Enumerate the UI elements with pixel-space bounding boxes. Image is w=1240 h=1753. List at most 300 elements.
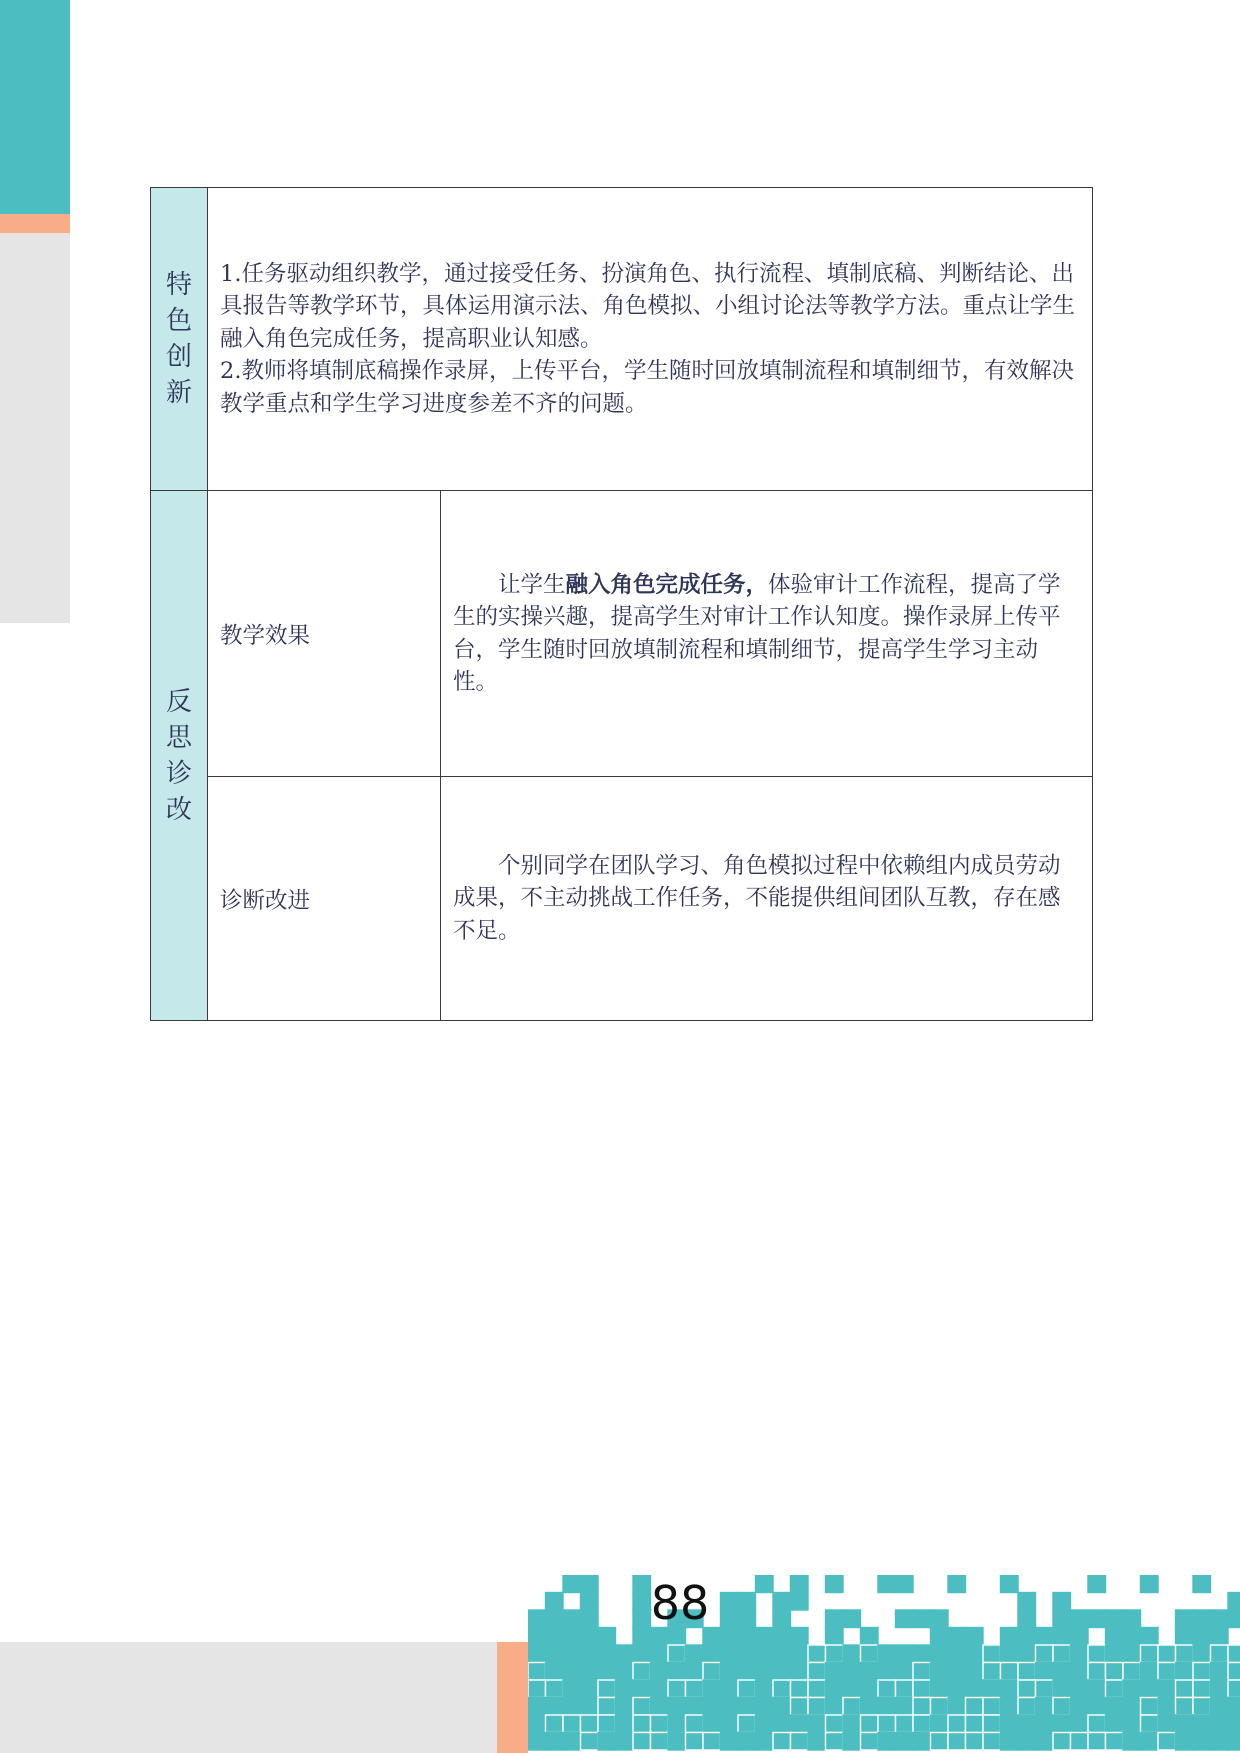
mosaic-tile bbox=[581, 1645, 599, 1663]
mosaic-tile bbox=[703, 1698, 721, 1716]
mosaic-tile bbox=[703, 1645, 721, 1663]
mosaic-tile bbox=[896, 1645, 914, 1663]
mosaic-tile bbox=[668, 1733, 686, 1751]
mosaic-tile bbox=[791, 1733, 809, 1751]
mosaic-tile bbox=[1211, 1645, 1229, 1663]
label-char: 诊 bbox=[165, 758, 192, 789]
mosaic-tile bbox=[1193, 1645, 1211, 1663]
mosaic-tile bbox=[738, 1645, 756, 1663]
mosaic-tile bbox=[1158, 1680, 1176, 1698]
mosaic-tile bbox=[1018, 1698, 1036, 1716]
mosaic-tile bbox=[738, 1733, 756, 1751]
mosaic-tile bbox=[861, 1698, 879, 1716]
mosaic-tile bbox=[546, 1628, 564, 1646]
mosaic-tile bbox=[616, 1733, 634, 1751]
mosaic-tile bbox=[563, 1733, 581, 1751]
mosaic-tile bbox=[1228, 1593, 1240, 1611]
reflection-table bbox=[150, 187, 1093, 1021]
mosaic-tile bbox=[1088, 1698, 1106, 1716]
mosaic-tile bbox=[773, 1715, 791, 1733]
mosaic-tile bbox=[1088, 1645, 1106, 1663]
mosaic-tile bbox=[896, 1663, 914, 1681]
mosaic-tile bbox=[1158, 1733, 1176, 1751]
mosaic-tile bbox=[878, 1680, 896, 1698]
mosaic-tile bbox=[1123, 1610, 1141, 1628]
mosaic-tile bbox=[616, 1645, 634, 1663]
mosaic-tile bbox=[668, 1698, 686, 1716]
mosaic-tile bbox=[878, 1698, 896, 1716]
mosaic-tile bbox=[826, 1645, 844, 1663]
mosaic-tile bbox=[1071, 1680, 1089, 1698]
mosaic-tile bbox=[1228, 1680, 1240, 1698]
mosaic-tile bbox=[703, 1663, 721, 1681]
mosaic-tile bbox=[1018, 1663, 1036, 1681]
mosaic-tile bbox=[1193, 1628, 1211, 1646]
mosaic-tile bbox=[1158, 1698, 1176, 1716]
mosaic-tile bbox=[668, 1680, 686, 1698]
mosaic-tile bbox=[1176, 1698, 1194, 1716]
mosaic-tile bbox=[983, 1698, 1001, 1716]
mosaic-tile bbox=[528, 1715, 546, 1733]
teaching-effect-label: 教学效果 bbox=[208, 491, 441, 777]
mosaic-tile bbox=[1106, 1680, 1124, 1698]
mosaic-tile bbox=[948, 1663, 966, 1681]
mosaic-tile bbox=[843, 1610, 861, 1628]
mosaic-tile bbox=[668, 1715, 686, 1733]
mosaic-tile bbox=[1018, 1645, 1036, 1663]
mosaic-tile bbox=[826, 1733, 844, 1751]
mosaic-tile bbox=[651, 1663, 669, 1681]
mosaic-tile bbox=[1123, 1680, 1141, 1698]
innovation-paragraph-2: 2.教师将填制底稿操作录屏，上传平台，学生随时回放填制流程和填制细节，有效解决教学重点和学生学习进度参差不齐的问题。 bbox=[220, 358, 1074, 417]
mosaic-tile bbox=[686, 1698, 704, 1716]
innovation-paragraph-1: 1.任务驱动组织教学，通过接受任务、扮演角色、执行流程、填制底稿、判断结论、出具报告等教学环节，具体运用演示法、角色模拟、小组讨论法等教学方法。重点让学生融入角色完成任务，提高职业认知感。 bbox=[220, 260, 1076, 352]
mosaic-tile bbox=[1071, 1698, 1089, 1716]
mosaic-tile bbox=[1176, 1645, 1194, 1663]
mosaic-tile bbox=[1053, 1733, 1071, 1751]
mosaic-tile bbox=[983, 1680, 1001, 1698]
mosaic-tile bbox=[1053, 1593, 1071, 1611]
bottom-orange-band bbox=[497, 1642, 528, 1753]
mosaic-tile bbox=[843, 1733, 861, 1751]
mosaic-tile bbox=[808, 1663, 826, 1681]
mosaic-tile bbox=[651, 1698, 669, 1716]
mosaic-tile bbox=[1036, 1663, 1054, 1681]
mosaic-tile bbox=[756, 1628, 774, 1646]
mosaic-tile bbox=[1088, 1680, 1106, 1698]
mosaic-tile bbox=[756, 1680, 774, 1698]
mosaic-tile bbox=[633, 1733, 651, 1751]
mosaic-tile bbox=[1193, 1698, 1211, 1716]
mosaic-tile bbox=[598, 1733, 616, 1751]
mosaic-tile bbox=[1053, 1628, 1071, 1646]
effect-text-rest: 体验审计工作流程，提高了学生的实操兴趣，提高学生对审计工作认知度。操作录屏上传平台，学生随时回放填制流程和填制细节，提高学生学习主动性。 bbox=[453, 571, 1061, 695]
mosaic-tile bbox=[878, 1645, 896, 1663]
mosaic-tile bbox=[528, 1610, 546, 1628]
mosaic-tile bbox=[721, 1680, 739, 1698]
mosaic-tile bbox=[1123, 1698, 1141, 1716]
mosaic-tile bbox=[826, 1715, 844, 1733]
mosaic-tile bbox=[861, 1628, 879, 1646]
mosaic-tile bbox=[1001, 1715, 1019, 1733]
label-char: 特 bbox=[165, 270, 192, 300]
mosaic-tile bbox=[1211, 1663, 1229, 1681]
mosaic-tile bbox=[598, 1680, 616, 1698]
mosaic-tile bbox=[1018, 1680, 1036, 1698]
mosaic-tile bbox=[966, 1715, 984, 1733]
mosaic-tile bbox=[983, 1733, 1001, 1751]
mosaic-tile bbox=[581, 1610, 599, 1628]
mosaic-tile bbox=[861, 1680, 879, 1698]
mosaic-tile bbox=[738, 1680, 756, 1698]
mosaic-tile bbox=[1071, 1733, 1089, 1751]
mosaic-tile bbox=[1211, 1715, 1229, 1733]
mosaic-tile bbox=[1176, 1628, 1194, 1646]
mosaic-tile bbox=[546, 1715, 564, 1733]
mosaic-tile bbox=[1001, 1733, 1019, 1751]
mosaic-tile bbox=[791, 1575, 809, 1593]
mosaic-tile bbox=[1036, 1628, 1054, 1646]
mosaic-tile bbox=[1053, 1610, 1071, 1628]
mosaic-tile bbox=[826, 1663, 844, 1681]
mosaic-tile bbox=[913, 1680, 931, 1698]
mosaic-tile bbox=[1088, 1715, 1106, 1733]
mosaic-tile bbox=[773, 1610, 791, 1628]
mosaic-tile bbox=[826, 1575, 844, 1593]
mosaic-tile bbox=[581, 1733, 599, 1751]
mosaic-tile bbox=[843, 1663, 861, 1681]
mosaic-tile bbox=[913, 1645, 931, 1663]
mosaic-tile bbox=[1036, 1715, 1054, 1733]
mosaic-tile bbox=[581, 1575, 599, 1593]
mosaic-tile bbox=[738, 1628, 756, 1646]
label-char: 改 bbox=[165, 794, 192, 825]
mosaic-tile bbox=[861, 1715, 879, 1733]
effect-text-emphasis: 融入角色完成任务， bbox=[565, 571, 769, 598]
mosaic-tile bbox=[791, 1698, 809, 1716]
mosaic-tile bbox=[633, 1698, 651, 1716]
mosaic-tile bbox=[808, 1698, 826, 1716]
mosaic-tile bbox=[598, 1645, 616, 1663]
mosaic-tile bbox=[1106, 1733, 1124, 1751]
mosaic-tile bbox=[1141, 1645, 1159, 1663]
mosaic-tile bbox=[528, 1663, 546, 1681]
mosaic-tile bbox=[756, 1733, 774, 1751]
mosaic-tile bbox=[1228, 1715, 1240, 1733]
diagnosis-improvement-label: 诊断改进 bbox=[208, 777, 441, 1021]
mosaic-tile bbox=[773, 1680, 791, 1698]
mosaic-tile bbox=[721, 1645, 739, 1663]
mosaic-tile bbox=[931, 1715, 949, 1733]
label-char: 色 bbox=[165, 306, 192, 336]
diagnosis-improvement-text bbox=[441, 777, 1093, 1021]
mosaic-tile bbox=[1106, 1663, 1124, 1681]
mosaic-tile bbox=[913, 1733, 931, 1751]
mosaic-tile bbox=[1193, 1663, 1211, 1681]
mosaic-tile bbox=[878, 1715, 896, 1733]
mosaic-tile bbox=[563, 1628, 581, 1646]
mosaic-tile bbox=[896, 1680, 914, 1698]
mosaic-tile bbox=[738, 1663, 756, 1681]
mosaic-tile bbox=[966, 1663, 984, 1681]
mosaic-tile bbox=[1088, 1610, 1106, 1628]
mosaic-tile bbox=[686, 1715, 704, 1733]
mosaic-tile bbox=[1053, 1645, 1071, 1663]
mosaic-tile bbox=[703, 1715, 721, 1733]
mosaic-tile bbox=[528, 1680, 546, 1698]
mosaic-tile bbox=[633, 1663, 651, 1681]
mosaic-tile bbox=[1018, 1593, 1036, 1611]
mosaic-tile bbox=[1001, 1645, 1019, 1663]
label-char: 创 bbox=[165, 342, 192, 372]
mosaic-tile bbox=[703, 1733, 721, 1751]
mosaic-tile bbox=[1106, 1610, 1124, 1628]
mosaic-tile bbox=[966, 1628, 984, 1646]
label-char: 反 bbox=[165, 686, 192, 717]
mosaic-tile bbox=[616, 1663, 634, 1681]
mosaic-tile bbox=[773, 1593, 791, 1611]
mosaic-tile bbox=[1141, 1733, 1159, 1751]
mosaic-tile bbox=[756, 1663, 774, 1681]
mosaic-tile bbox=[843, 1645, 861, 1663]
mosaic-tile bbox=[1018, 1610, 1036, 1628]
mosaic-tile bbox=[1018, 1715, 1036, 1733]
mosaic-tile bbox=[651, 1733, 669, 1751]
mosaic-tile bbox=[1036, 1733, 1054, 1751]
mosaic-tile bbox=[1158, 1645, 1176, 1663]
mosaic-tile bbox=[1228, 1733, 1240, 1751]
mosaic-tile bbox=[1193, 1575, 1211, 1593]
mosaic-tile bbox=[633, 1680, 651, 1698]
mosaic-tile bbox=[1228, 1645, 1240, 1663]
mosaic-tile bbox=[651, 1715, 669, 1733]
mosaic-tile bbox=[896, 1610, 914, 1628]
mosaic-tile bbox=[1123, 1645, 1141, 1663]
mosaic-tile bbox=[1123, 1733, 1141, 1751]
mosaic-tile bbox=[528, 1628, 546, 1646]
mosaic-tile bbox=[878, 1575, 896, 1593]
mosaic-tile bbox=[826, 1698, 844, 1716]
mosaic-tile bbox=[721, 1733, 739, 1751]
mosaic-tile bbox=[808, 1733, 826, 1751]
feature-innovation-row bbox=[151, 188, 1093, 491]
mosaic-tile bbox=[861, 1733, 879, 1751]
mosaic-tile bbox=[1141, 1575, 1159, 1593]
mosaic-tile bbox=[1071, 1610, 1089, 1628]
mosaic-tile bbox=[773, 1698, 791, 1716]
mosaic-tile bbox=[966, 1698, 984, 1716]
page-number: 88 bbox=[650, 1576, 710, 1630]
mosaic-tile bbox=[581, 1698, 599, 1716]
mosaic-tile bbox=[563, 1680, 581, 1698]
feature-innovation-content bbox=[208, 188, 1093, 491]
mosaic-tile bbox=[1106, 1698, 1124, 1716]
mosaic-tile bbox=[931, 1733, 949, 1751]
mosaic-tile bbox=[703, 1680, 721, 1698]
mosaic-tile bbox=[948, 1698, 966, 1716]
mosaic-tile bbox=[1053, 1680, 1071, 1698]
left-orange-bar bbox=[0, 214, 70, 233]
mosaic-tile bbox=[546, 1610, 564, 1628]
mosaic-tile bbox=[931, 1628, 949, 1646]
mosaic-tile bbox=[878, 1733, 896, 1751]
mosaic-tile bbox=[948, 1680, 966, 1698]
mosaic-tile bbox=[633, 1715, 651, 1733]
mosaic-tile bbox=[966, 1733, 984, 1751]
mosaic-tile bbox=[581, 1593, 599, 1611]
mosaic-tile bbox=[1106, 1645, 1124, 1663]
mosaic-tile bbox=[1123, 1663, 1141, 1681]
mosaic-tile bbox=[1211, 1698, 1229, 1716]
left-grey-bar bbox=[0, 233, 70, 623]
mosaic-tile bbox=[756, 1575, 774, 1593]
mosaic-tile bbox=[1036, 1698, 1054, 1716]
mosaic-tile bbox=[1176, 1733, 1194, 1751]
mosaic-tile bbox=[1106, 1715, 1124, 1733]
mosaic-tile bbox=[1158, 1663, 1176, 1681]
mosaic-tile bbox=[826, 1610, 844, 1628]
mosaic-tile bbox=[581, 1663, 599, 1681]
mosaic-tile bbox=[931, 1663, 949, 1681]
mosaic-tile bbox=[668, 1645, 686, 1663]
mosaic-tile bbox=[1141, 1680, 1159, 1698]
mosaic-tile bbox=[808, 1680, 826, 1698]
mosaic-tile bbox=[686, 1733, 704, 1751]
mosaic-tile bbox=[721, 1698, 739, 1716]
mosaic-tile bbox=[1158, 1715, 1176, 1733]
mosaic-tile bbox=[598, 1715, 616, 1733]
mosaic-tile bbox=[1053, 1698, 1071, 1716]
mosaic-tile bbox=[948, 1715, 966, 1733]
mosaic-tile bbox=[1036, 1645, 1054, 1663]
mosaic-tile bbox=[1141, 1698, 1159, 1716]
mosaic-tile bbox=[826, 1680, 844, 1698]
mosaic-tile bbox=[1211, 1628, 1229, 1646]
mosaic-tile bbox=[668, 1663, 686, 1681]
mosaic-tile bbox=[983, 1715, 1001, 1733]
mosaic-tile bbox=[931, 1645, 949, 1663]
mosaic-tile bbox=[843, 1680, 861, 1698]
mosaic-tile bbox=[528, 1698, 546, 1716]
mosaic-tile bbox=[1141, 1663, 1159, 1681]
mosaic-tile bbox=[1088, 1663, 1106, 1681]
mosaic-tile bbox=[1123, 1715, 1141, 1733]
mosaic-tile bbox=[686, 1645, 704, 1663]
label-char: 新 bbox=[165, 378, 192, 408]
mosaic-tile bbox=[1036, 1680, 1054, 1698]
mosaic-tile bbox=[948, 1628, 966, 1646]
mosaic-tile bbox=[546, 1593, 564, 1611]
mosaic-tile bbox=[738, 1715, 756, 1733]
mosaic-tile bbox=[598, 1663, 616, 1681]
mosaic-tile bbox=[948, 1733, 966, 1751]
mosaic-tile bbox=[546, 1645, 564, 1663]
mosaic-tile bbox=[861, 1663, 879, 1681]
mosaic-tile bbox=[1193, 1680, 1211, 1698]
diagnosis-text: 个别同学在团队学习、角色模拟过程中依赖组内成员劳动成果，不主动挑战工作任务，不能提供组间团队互教，存在感不足。 bbox=[453, 852, 1061, 944]
mosaic-tile bbox=[686, 1663, 704, 1681]
mosaic-tile bbox=[1193, 1610, 1211, 1628]
mosaic-tile bbox=[633, 1645, 651, 1663]
mosaic-tile bbox=[896, 1715, 914, 1733]
mosaic-tile bbox=[1141, 1715, 1159, 1733]
mosaic-tile bbox=[616, 1680, 634, 1698]
mosaic-tile bbox=[843, 1715, 861, 1733]
mosaic-tile bbox=[721, 1715, 739, 1733]
mosaic-tile bbox=[808, 1645, 826, 1663]
mosaic-tile bbox=[1176, 1715, 1194, 1733]
label-char: 思 bbox=[165, 722, 192, 753]
bottom-grey-band bbox=[0, 1642, 497, 1753]
mosaic-tile bbox=[913, 1698, 931, 1716]
mosaic-tile bbox=[966, 1680, 984, 1698]
mosaic-tile bbox=[686, 1680, 704, 1698]
mosaic-tile bbox=[1193, 1715, 1211, 1733]
mosaic-tile bbox=[1193, 1733, 1211, 1751]
mosaic-tile bbox=[1071, 1645, 1089, 1663]
mosaic-tile bbox=[773, 1628, 791, 1646]
mosaic-tile bbox=[528, 1645, 546, 1663]
mosaic-tile bbox=[563, 1663, 581, 1681]
mosaic-tile bbox=[738, 1698, 756, 1716]
mosaic-tile bbox=[1088, 1733, 1106, 1751]
mosaic-tile bbox=[738, 1593, 756, 1611]
mosaic-tile bbox=[1123, 1628, 1141, 1646]
mosaic-tile bbox=[651, 1680, 669, 1698]
mosaic-tile bbox=[1141, 1628, 1159, 1646]
mosaic-tile bbox=[1176, 1610, 1194, 1628]
mosaic-tile bbox=[1228, 1610, 1240, 1628]
mosaic-tile bbox=[1228, 1698, 1240, 1716]
mosaic-tile bbox=[581, 1628, 599, 1646]
mosaic-tile bbox=[1001, 1575, 1019, 1593]
mosaic-tile bbox=[563, 1645, 581, 1663]
mosaic-tile bbox=[1088, 1575, 1106, 1593]
mosaic-tile bbox=[756, 1645, 774, 1663]
mosaic-tile bbox=[1053, 1715, 1071, 1733]
mosaic-tile bbox=[896, 1733, 914, 1751]
mosaic-tile bbox=[721, 1663, 739, 1681]
mosaic-tile bbox=[1001, 1663, 1019, 1681]
mosaic-tile bbox=[563, 1698, 581, 1716]
mosaic-tile bbox=[913, 1715, 931, 1733]
mosaic-tile bbox=[1228, 1663, 1240, 1681]
mosaic-tile bbox=[546, 1663, 564, 1681]
mosaic-tile bbox=[756, 1698, 774, 1716]
mosaic-tile bbox=[773, 1733, 791, 1751]
mosaic-tile bbox=[1018, 1733, 1036, 1751]
mosaic-tile bbox=[598, 1698, 616, 1716]
mosaic-tile bbox=[791, 1663, 809, 1681]
mosaic-tile bbox=[791, 1715, 809, 1733]
mosaic-tile bbox=[861, 1645, 879, 1663]
mosaic-tile bbox=[1018, 1628, 1036, 1646]
mosaic-tile bbox=[931, 1610, 949, 1628]
mosaic-tile bbox=[948, 1645, 966, 1663]
mosaic-tile bbox=[896, 1575, 914, 1593]
mosaic-tile bbox=[528, 1733, 546, 1751]
mosaic-tile bbox=[581, 1680, 599, 1698]
mosaic-tile bbox=[948, 1575, 966, 1593]
mosaic-tile bbox=[1001, 1680, 1019, 1698]
mosaic-tile bbox=[1001, 1698, 1019, 1716]
mosaic-tile bbox=[563, 1575, 581, 1593]
mosaic-tile bbox=[616, 1698, 634, 1716]
mosaic-tile bbox=[616, 1715, 634, 1733]
mosaic-tile bbox=[546, 1680, 564, 1698]
mosaic-tile bbox=[791, 1628, 809, 1646]
mosaic-tile bbox=[843, 1698, 861, 1716]
